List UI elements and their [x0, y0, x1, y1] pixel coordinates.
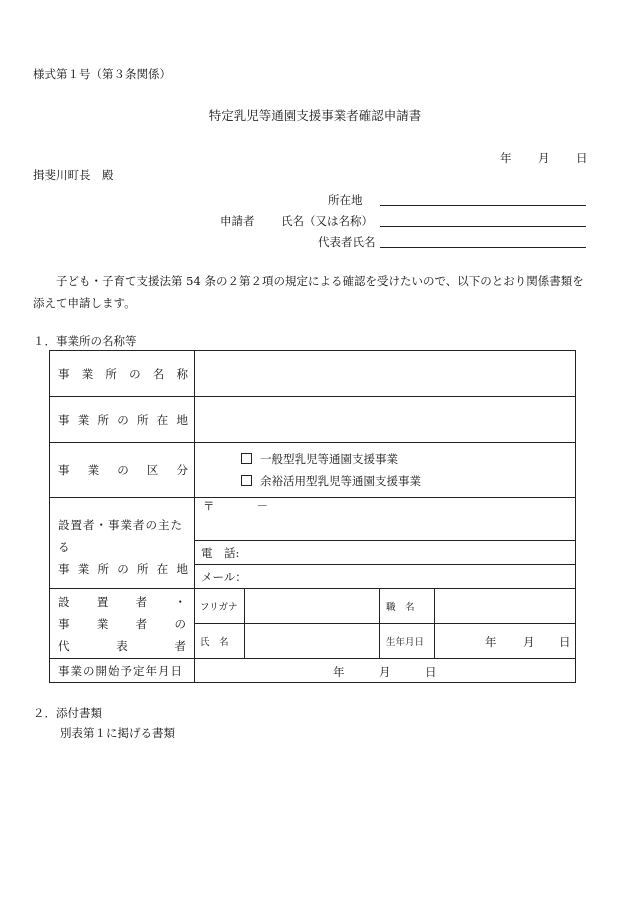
position-field[interactable]: [435, 589, 576, 624]
label-name: 氏 名: [195, 624, 245, 659]
label-business-name: 事 業 所 の 名 称: [50, 351, 195, 397]
address-field[interactable]: [380, 191, 586, 206]
label-main-office: 設置者・事業者の主たる 事 業 所 の 所 在 地: [50, 498, 195, 589]
label-business-location: 事 業 所 の 所 在 地: [50, 397, 195, 443]
label-business-category: 事 業 の 区 分: [50, 443, 195, 498]
start-date-field[interactable]: 年 月 日: [195, 659, 576, 683]
address-label: 所在地: [328, 193, 363, 207]
category-option-surplus[interactable]: 余裕活用型乳児等通園支援事業: [241, 470, 575, 492]
business-info-table: [49, 350, 576, 683]
label-start-date: 事業の開始予定年月日: [50, 659, 195, 683]
name-label: 氏名（又は名称）: [281, 214, 373, 228]
addressee: 揖斐川町長 殿: [33, 168, 114, 182]
business-name-field[interactable]: [195, 351, 576, 397]
date-year: 年: [500, 151, 512, 165]
section2-text: 別表第１に掲げる書類: [60, 726, 175, 740]
form-number: 様式第１号（第３条関係）: [33, 67, 171, 81]
date-month: 月: [538, 151, 550, 165]
checkbox-icon[interactable]: [241, 453, 252, 464]
furigana-field[interactable]: [245, 589, 380, 624]
birthdate-field[interactable]: 年 月 日: [435, 624, 576, 659]
category-option-general[interactable]: 一般型乳児等通園支援事業: [241, 448, 575, 470]
email-field[interactable]: メール：: [195, 565, 576, 589]
label-birthdate: 生年月日: [380, 624, 435, 659]
section2-title: ２．添付書類: [33, 706, 102, 720]
name-field[interactable]: [380, 212, 586, 227]
label-furigana: フリガナ: [195, 589, 245, 624]
date-day: 日: [576, 151, 588, 165]
section1-title: １．事業所の名称等: [33, 334, 137, 348]
applicant-label: 申請者: [220, 214, 255, 228]
business-category-cell: [195, 443, 576, 498]
checkbox-icon[interactable]: [241, 475, 252, 486]
document-title: 特定乳児等通園支援事業者確認申請書: [208, 108, 422, 123]
phone-field[interactable]: 電 話:: [195, 541, 576, 565]
label-representative: 設 置 者 ・ 事 業 者 の 代 表 者: [50, 589, 195, 659]
rep-name-field[interactable]: [245, 624, 380, 659]
label-position: 職 名: [380, 589, 435, 624]
representative-label: 代表者氏名: [318, 235, 376, 249]
postal-code-field[interactable]: 〒 －: [195, 498, 576, 541]
body-text: 子ども・子育て支援法第 54 条の２第２項の規定による確認を受けたいので、以下のとおり関係書類を添えて申請します。: [33, 274, 584, 310]
business-location-field[interactable]: [195, 397, 576, 443]
representative-field[interactable]: [380, 233, 586, 248]
